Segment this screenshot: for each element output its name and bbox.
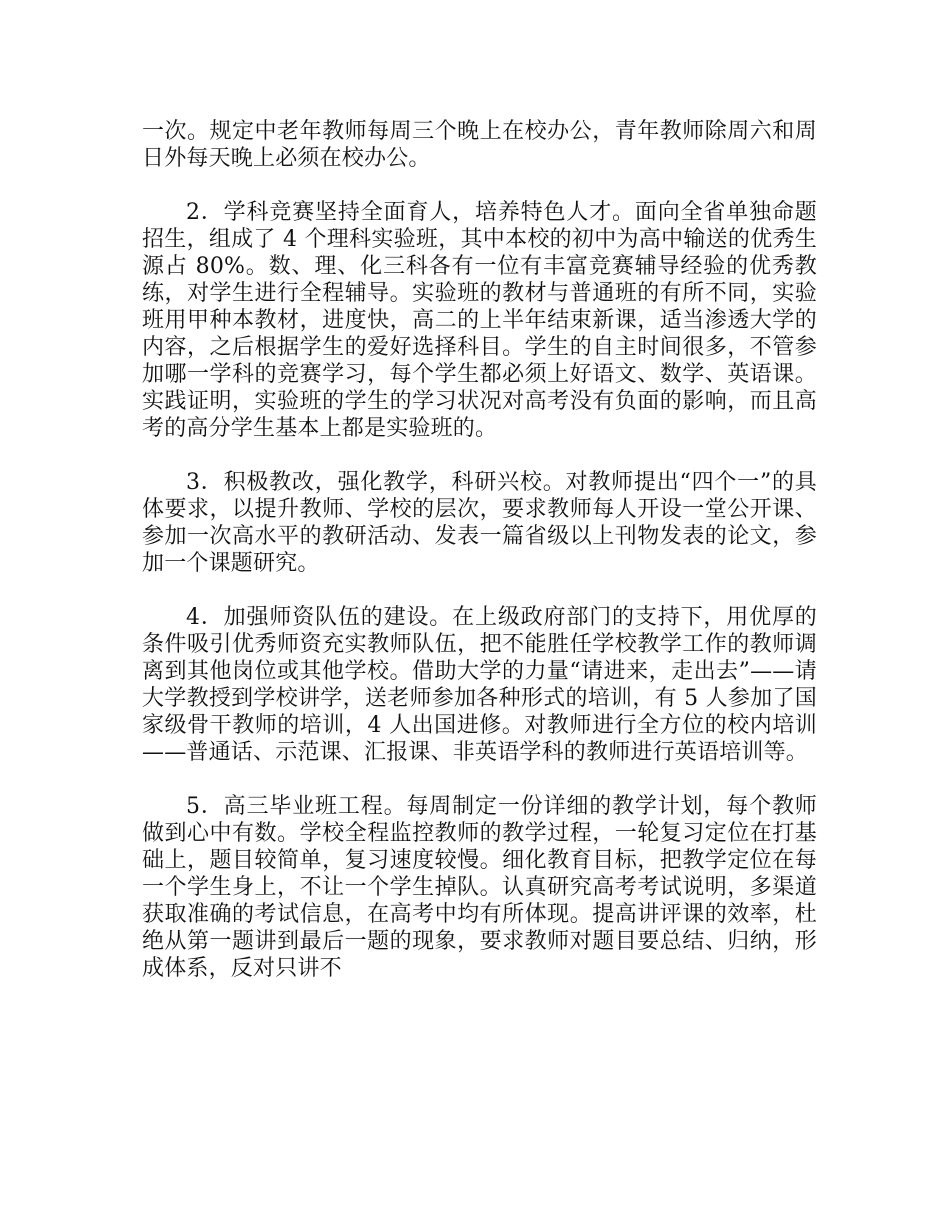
paragraph-continuation: 一次。规定中老年教师每周三个晚上在校办公，青年教师除周六和周日外每天晚上必须在校办公。 <box>142 119 817 171</box>
document-page <box>142 118 817 1009</box>
paragraph-senior-class-project: 5．高三毕业班工程。每周制定一份详细的教学计划，每个教师做到心中有数。学校全程监控教师的教学过程，一轮复习定位在打基础上，题目较简单，复习速度较慢。细化教育目标，把教学定位在每一个学生身上，不让一个学生掉队。认真研究高考考试说明，多渠道获取准确的考试信息，在高考中均有所体现。提高讲评课的效率，杜绝从第一题讲到最后一题的现象，要求教师对题目要总结、归纳，形成体系，反对只讲不 <box>142 794 817 981</box>
paragraph-subject-competition: 2．学科竞赛坚持全面育人，培养特色人才。面向全省单独命题招生，组成了 4 个理科实验班，其中本校的初中为高中输送的优秀生源占 80%。数、理、化三科各有一位有丰富竞赛辅导经验的优秀教练，对学生进行全程辅导。实验班的教材与普通班的有所不同，实验班用甲种本教材，进度快，高二的上半年结束新课，适当渗透大学的内容，之后根据学生的爱好选择科目。学生的自主时间很多，不管参加哪一学科的竞赛学习，每个学生都必须上好语文、数学、英语课。实践证明，实验班的学生的学习状况对高考没有负面的影响，而且高考的高分学生基本上都是实验班的。 <box>142 200 817 441</box>
paragraph-faculty-building: 4．加强师资队伍的建设。在上级政府部门的支持下，用优厚的条件吸引优秀师资充实教师队伍，把不能胜任学校教学工作的教师调离到其他岗位或其他学校。借助大学的力量“请进来，走出去”——请大学教授到学校讲学，送老师参加各种形式的培训，有 5 人参加了国家级骨干教师的培训，4 人出国进修。对教师进行全方位的校内培训——普通话、示范课、汇报课、非英语学科的教师进行英语培训等。 <box>142 605 817 765</box>
paragraph-teaching-reform: 3．积极教改，强化教学，科研兴校。对教师提出“四个一”的具体要求，以提升教师、学校的层次，要求教师每人开设一堂公开课、参加一次高水平的教研活动、发表一篇省级以上刊物发表的论文，参加一个课题研究。 <box>142 470 817 576</box>
